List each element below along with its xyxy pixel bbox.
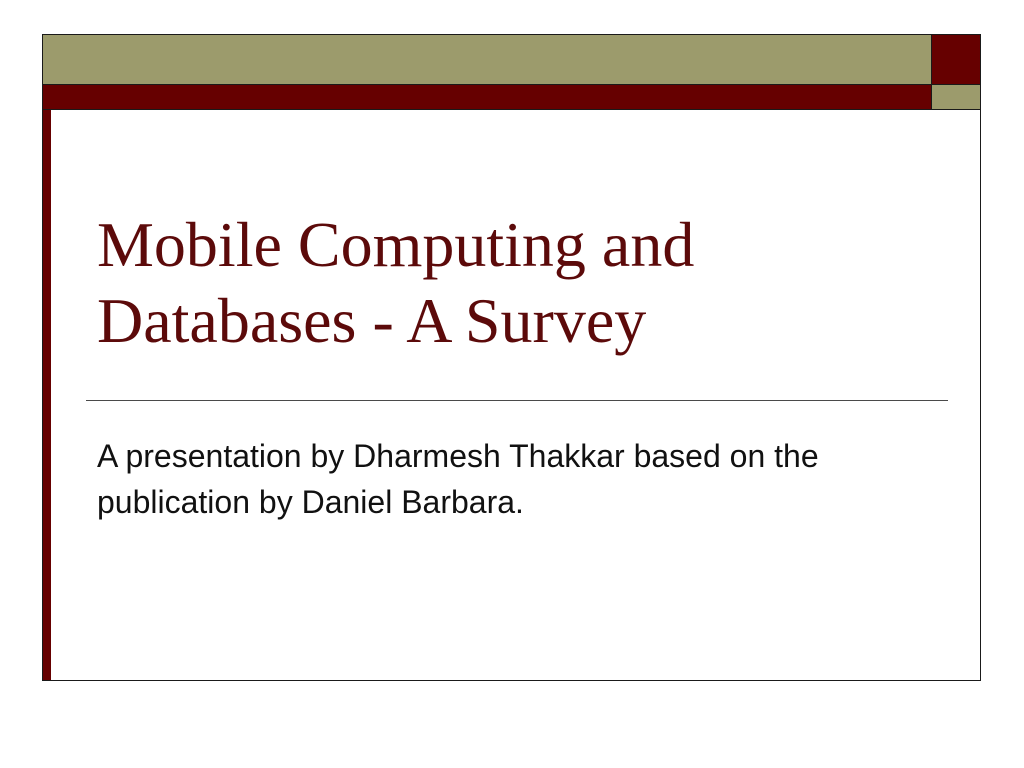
header-maroon-corner (932, 35, 980, 85)
header-maroon-band (43, 85, 932, 110)
left-maroon-bar (43, 110, 51, 681)
slide-title: Mobile Computing and Databases - A Survey (97, 209, 695, 356)
header-olive-corner (932, 85, 980, 110)
header-olive-band (43, 35, 932, 85)
slide-subtitle: A presentation by Dharmesh Thakkar based on the publication by Daniel Barbara. (97, 438, 819, 520)
title-divider (86, 400, 948, 401)
title-slide (42, 34, 981, 681)
